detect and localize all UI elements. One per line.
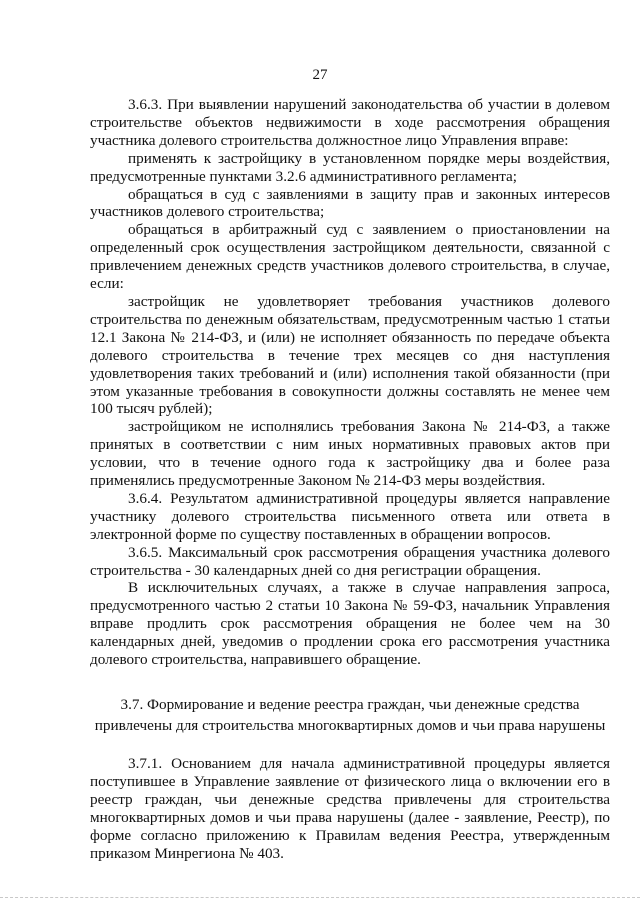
paragraph-3-6-5: 3.6.5. Максимальный срок рассмотрения обращения участника долевого строительства - 30 календарных дней со дня регистрации обращения.	[90, 543, 610, 579]
list-item-arbitration: обращаться в арбитражный суд с заявлением о приостановлении на определенный срок осуществления застройщиком деятельности, связанной с привлечением денежных средств участников долевого строительства, в случае, если:	[90, 221, 610, 293]
list-item-court: обращаться в суд с заявлениями в защиту прав и законных интересов участников долевого строительства;	[90, 185, 610, 221]
scan-edge-line	[0, 897, 640, 901]
spacer	[90, 736, 610, 755]
spacer	[90, 669, 610, 694]
paragraph-3-6-4: 3.6.4. Результатом административной процедуры является направление участнику долевого строительства письменного ответа или ответа в электронной форме по существу поставленных в обращении вопросов.	[90, 489, 610, 543]
sub-item-obligations: застройщик не удовлетворяет требования участников долевого строительства по денежным обязательствам, предусмотренным частью 1 статьи 12.1 Закона № 214-ФЗ, и (или) не исполняет обязанность по передаче объекта долевого строительства в течение трех месяцев со дня наступления удовлетворения таких требований и (или) исполнения такой обязанности (при этом указанные требования в совокупности должны составлять не менее чем 100 тысяч рублей);	[90, 292, 610, 418]
paragraph-3-7-1: 3.7.1. Основанием для начала административной процедуры является поступившее в Управление заявление от физического лица о включении его в реестр граждан, чьи денежные средства привлечены для строительства многоквартирных домов и чьи права нарушены (далее - заявление, Реестр), по форме согласно приложению к Правилам ведения Реестра, утвержденным приказом Минрегиона № 403.	[90, 755, 610, 862]
document-body	[90, 96, 610, 862]
paragraph-3-6-3: 3.6.3. При выявлении нарушений законодательства об участии в долевом строительстве объектов недвижимости в ходе рассмотрения обращения участника долевого строительства должностное лицо Управления вправе:	[90, 96, 610, 149]
section-heading: 3.7. Формирование и ведение реестра граждан, чьи денежные средства привлечены для строительства многоквартирных домов и чьи права нарушены	[94, 696, 606, 734]
page-number: 27	[312, 67, 328, 83]
paragraph-extension: В исключительных случаях, а также в случае направления запроса, предусмотренного частью 2 статьи 10 Закона № 59-ФЗ, начальник Управления вправе продлить срок рассмотрения обращения не более чем на 30 календарных дней, уведомив о продлении срока его рассмотрения участника долевого строительства, направившего обращение.	[90, 579, 610, 669]
sub-item-violations: застройщиком не исполнялись требования Закона № 214-ФЗ, а также принятых в соответствии с ним иных нормативных правовых актов при условии, что в течение одного года к застройщику два и более раза применялись предусмотренные Законом № 214-ФЗ меры воздействия.	[90, 418, 610, 490]
list-item-measures: применять к застройщику в установленном порядке меры воздействия, предусмотренные пунктами 3.2.6 административного регламента;	[90, 149, 610, 185]
